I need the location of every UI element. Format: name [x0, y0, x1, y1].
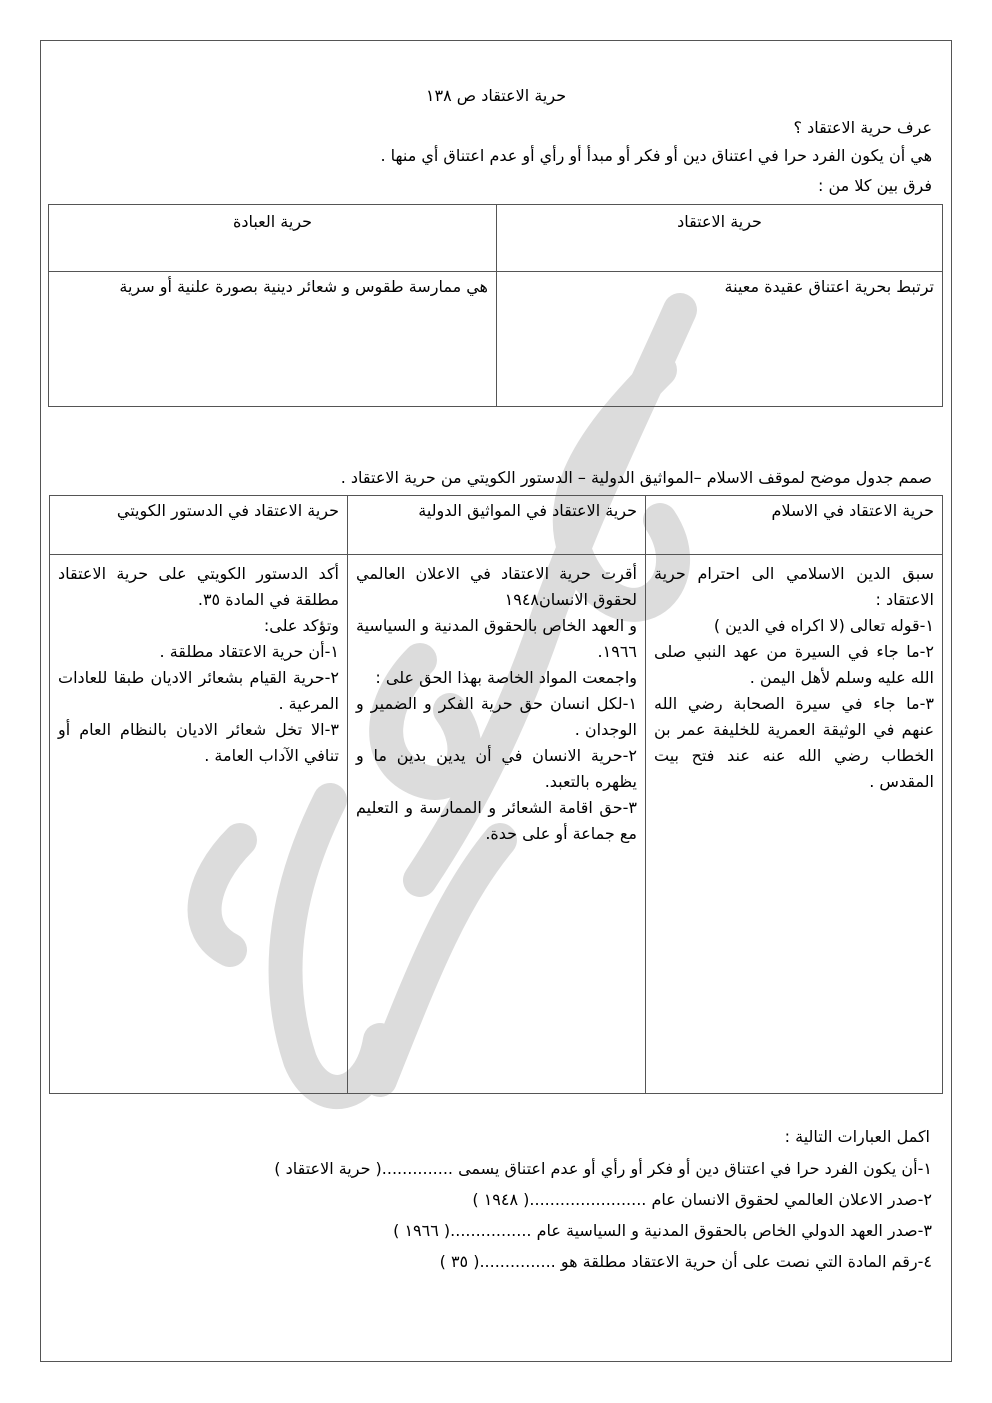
header-kuwait: حرية الاعتقاد في الدستور الكويتي	[50, 496, 348, 555]
kuwait-line: وتؤكد على:	[263, 616, 339, 635]
definition-answer: هي أن يكون الفرد حرا في اعتناق دين أو فكر أو مبدأ أو رأي أو عدم اعتناق أي منها .	[380, 146, 932, 165]
international-line: أقرت حرية الاعتقاد في الاعلان العالمي لحقوق الانسان١٩٤٨	[356, 564, 637, 609]
complete-item-2: ٢-صدر الاعلان العالمي لحقوق الانسان عام .......................( ١٩٤٨ )	[472, 1190, 932, 1209]
compare-cell-belief: ترتبط بحرية اعتناق عقيدة معينة	[497, 272, 943, 407]
cell-international	[348, 555, 646, 1094]
header-international: حرية الاعتقاد في المواثيق الدولية	[348, 496, 646, 555]
compare-table	[48, 204, 943, 407]
international-line: ١-لكل انسان حق حرية الفكر و الضمير و الوجدان .	[356, 694, 637, 739]
compare-header-worship: حرية العبادة	[49, 205, 497, 272]
positions-table	[49, 495, 943, 1094]
compare-cell-worship: هي ممارسة طقوس و شعائر دينية بصورة علنية أو سرية	[49, 272, 497, 407]
design-prompt: صمم جدول موضح لموقف الاسلام –المواثيق الدولية – الدستور الكويتي من حرية الاعتقاد .	[340, 468, 932, 487]
international-line: ٣-حق اقامة الشعائر و الممارسة و التعليم مع جماعة أو على حدة.	[356, 798, 637, 843]
complete-item-3: ٣-صدر العهد الدولي الخاص بالحقوق المدنية و السياسية عام ................( ١٩٦٦ )	[393, 1221, 932, 1240]
international-line: ٢-حرية الانسان في أن يدين بدين ما و يظهره بالتعبد.	[356, 746, 637, 791]
islam-line: ٣-ما جاء في سيرة الصحابة رضي الله عنهم في الوثيقة العمرية للخليفة عمر بن الخطاب رضي الله عنه عند فتح بيت المقدس .	[654, 694, 934, 791]
definition-question: عرف حرية الاعتقاد ؟	[793, 118, 932, 137]
kuwait-line: ٢-حرية القيام بشعائر الاديان طبقا للعادات المرعية .	[58, 668, 339, 713]
complete-item-4: ٤-رقم المادة التي نصت على أن حرية الاعتقاد مطلقة هو ...............( ٣٥ )	[439, 1252, 932, 1271]
cell-kuwait	[50, 555, 348, 1094]
page-title: حرية الاعتقاد ص ١٣٨	[425, 86, 567, 105]
complete-item-1: ١-أن يكون الفرد حرا في اعتناق دين أو فكر أو رأي أو عدم اعتناق يسمى ..............( حرية الاعتقاد )	[274, 1159, 932, 1178]
cell-islam	[646, 555, 943, 1094]
islam-line: ٢-ما جاء في السيرة من عهد النبي صلى الله عليه وسلم لأهل اليمن .	[654, 642, 934, 687]
international-line: واجمعت المواد الخاصة بهذا الحق على :	[375, 668, 637, 687]
compare-header-belief: حرية الاعتقاد	[497, 205, 943, 272]
kuwait-line: ١-أن حرية الاعتقاد مطلقة .	[159, 642, 339, 661]
compare-prompt: فرق بين كلا من :	[818, 176, 932, 195]
islam-line: ١-قوله تعالى (لا اكراه في الدين )	[713, 616, 934, 635]
header-islam: حرية الاعتقاد في الاسلام	[646, 496, 943, 555]
islam-line: سبق الدين الاسلامي الى احترام حرية الاعتقاد :	[654, 564, 934, 609]
kuwait-line: أكد الدستور الكويتي على حرية الاعتقاد مطلقة في المادة ٣٥.	[58, 564, 339, 609]
kuwait-line: ٣-الا تخل شعائر الاديان بالنظام العام أو تنافي الآداب العامة .	[58, 720, 339, 765]
international-line: و العهد الخاص بالحقوق المدنية و السياسية ١٩٦٦.	[356, 616, 637, 661]
complete-prompt: اكمل العبارات التالية :	[784, 1127, 930, 1146]
